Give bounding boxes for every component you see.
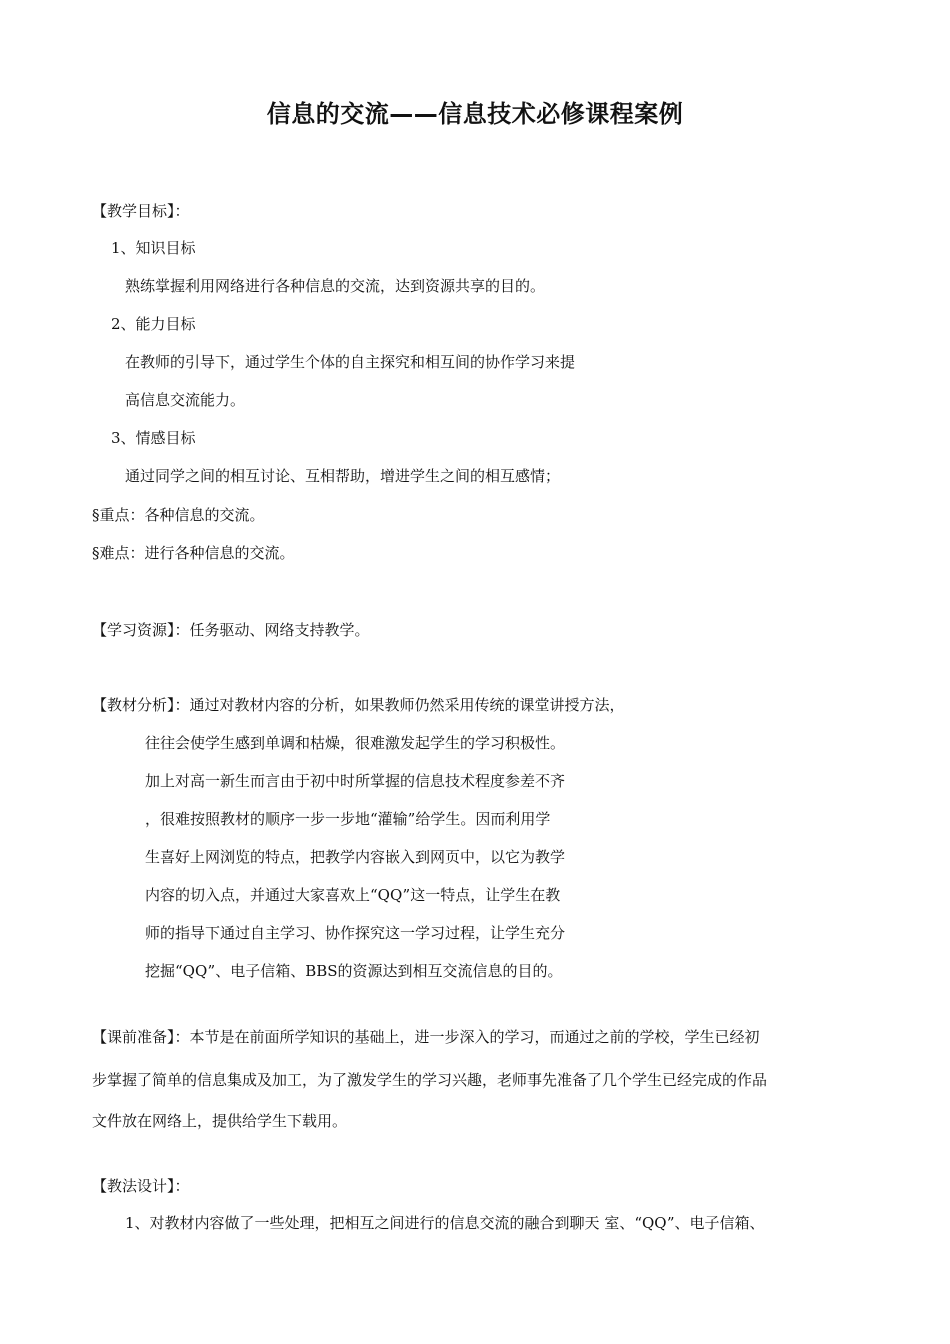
analysis-line-6: 内容的切入点，并通过大家喜欢上“QQ”这一特点，让学生在教 [145, 886, 561, 904]
emotion-heading: 3、情感目标 [111, 429, 196, 447]
ability-heading: 2、能力目标 [111, 315, 196, 333]
analysis-line-8: 挖掘“QQ”、电子信箱、BBS的资源达到相互交流信息的目的。 [145, 962, 563, 980]
method-line-1: 1、对教材内容做了一些处理，把相互之间进行的信息交流的融合到聊天 室、“QQ”、电子信箱、 [125, 1214, 765, 1232]
knowledge-text: 熟练掌握利用网络进行各种信息的交流，达到资源共享的目的。 [125, 277, 546, 295]
analysis-line-3: 加上对高一新生而言由于初中时所掌握的信息技术程度参差不齐 [145, 772, 566, 790]
preparation-line-2: 步掌握了简单的信息集成及加工，为了激发学生的学习兴趣，老师事先准备了几个学生已经完成的作品 [92, 1071, 768, 1089]
emotion-text: 通过同学之间的相互讨论、互相帮助，增进学生之间的相互感情； [125, 467, 561, 485]
ability-text-line-2: 高信息交流能力。 [125, 391, 246, 409]
analysis-line-5: 生喜好上网浏览的特点，把教学内容嵌入到网页中，以它为教学 [145, 848, 566, 866]
analysis-line-7: 师的指导下通过自主学习、协作探究这一学习过程，让学生充分 [145, 924, 566, 942]
document-title: 信息的交流——信息技术必修课程案例 [266, 100, 684, 128]
analysis-line-2: 往往会使学生感到单调和枯燥，很难激发起学生的学习积极性。 [145, 734, 566, 752]
preparation-line-3: 文件放在网络上，提供给学生下载用。 [92, 1112, 348, 1130]
difficult-point: §难点：进行各种信息的交流。 [92, 544, 295, 562]
objectives-heading: 【教学目标】： [92, 202, 190, 220]
ability-text-line-1: 在教师的引导下，通过学生个体的自主探究和相互间的协作学习来提 [125, 353, 576, 371]
analysis-line-1: 【教材分析】：通过对教材内容的分析，如果教师仍然采用传统的课堂讲授方法， [92, 696, 625, 714]
resources-line: 【学习资源】：任务驱动、网络支持教学。 [92, 621, 370, 639]
analysis-line-4: ，很难按照教材的顺序一步一步地“灌输”给学生。因而利用学 [145, 810, 551, 828]
key-point: §重点：各种信息的交流。 [92, 506, 265, 524]
knowledge-heading: 1、知识目标 [111, 239, 196, 257]
preparation-line-1: 【课前准备】：本节是在前面所学知识的基础上，进一步深入的学习，而通过之前的学校，学生已经初 [92, 1028, 760, 1046]
method-heading: 【教法设计】： [92, 1177, 190, 1195]
